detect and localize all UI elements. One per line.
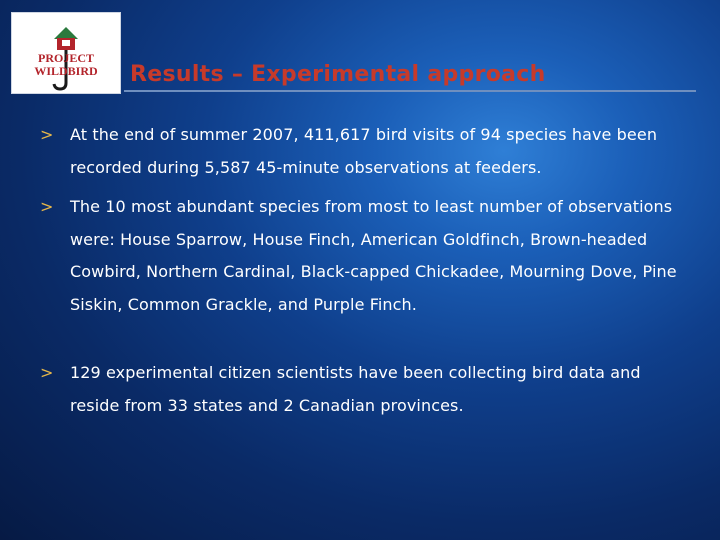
logo-text-line2: WILDBIRD (34, 64, 98, 78)
project-wildbird-logo (11, 12, 121, 94)
bullet-item-1 (40, 119, 690, 184)
bullet-item-2 (40, 191, 690, 321)
title-underline (124, 90, 696, 92)
bullet-text-3: 129 experimental citizen scientists have been collecting bird data and reside from 33 states and 2 Canadian provinces. (70, 363, 641, 415)
bullet-marker-icon: > (40, 363, 54, 382)
bullet-text-1: At the end of summer 2007, 411,617 bird visits of 94 species have been recorded during 5,587 45-minute observations at feeders. (70, 125, 658, 177)
slide-title: Results – Experimental approach (130, 62, 546, 87)
bullet-item-3 (40, 357, 690, 422)
bird-feeder-logo-icon (12, 13, 120, 93)
bullet-text-2: The 10 most abundant species from most to least number of observations were: House Sparrow, House Finch, American Goldfinch, Brown-headed Cowbird, Northern Cardinal, Black-capped Chickadee, Mourning Dove, Pine Siskin, Common Grackle, and Purple Finch. (70, 197, 677, 314)
bullet-marker-icon: > (40, 125, 54, 144)
bullet-marker-icon: > (40, 197, 54, 216)
logo-text-line1: PROJECT (37, 51, 95, 65)
